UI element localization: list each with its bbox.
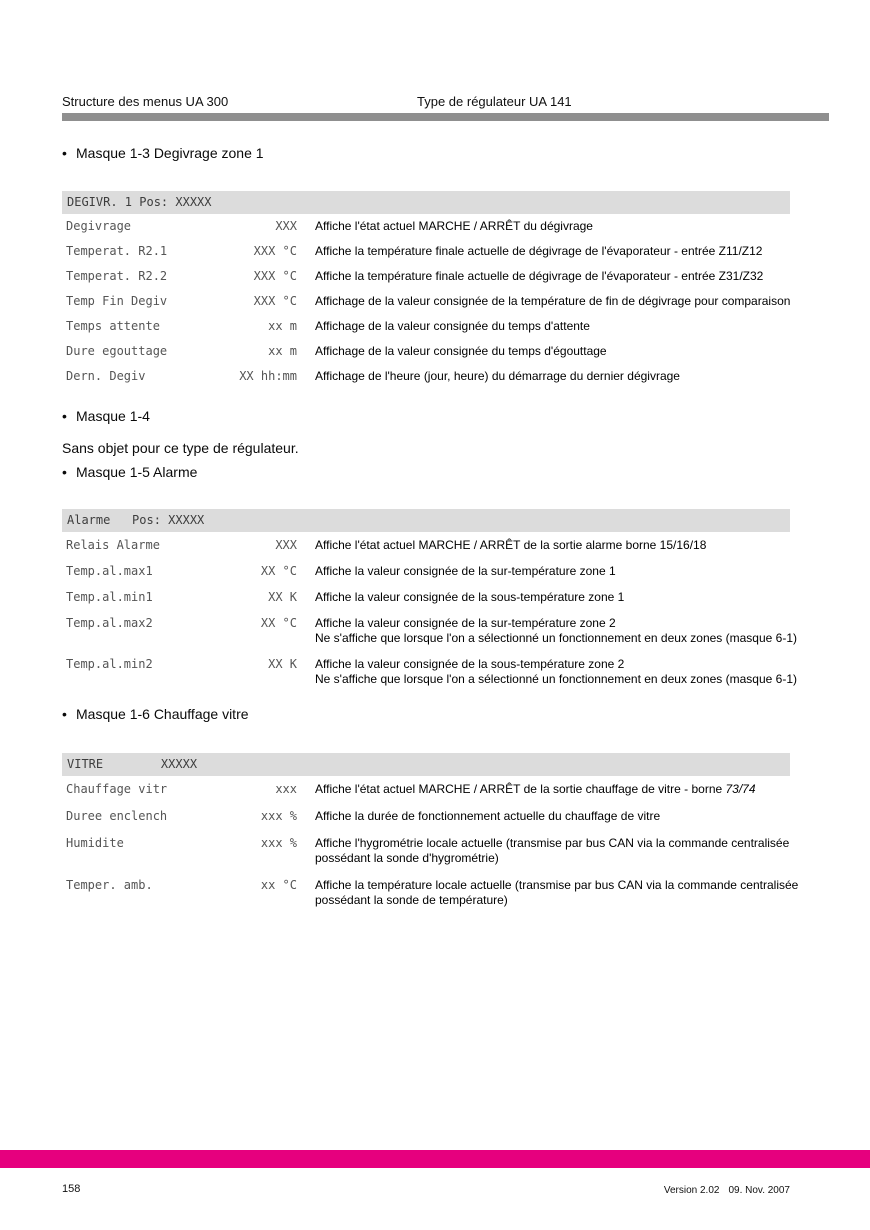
table-row [62, 782, 790, 797]
description-line: Affiche l'état actuel MARCHE / ARRÊT de la sortie alarme borne 15/16/18 [315, 538, 707, 552]
row-description [315, 809, 660, 824]
header-rule [62, 113, 829, 121]
row-description [315, 269, 763, 284]
table-row [62, 369, 790, 384]
table-header-bar: Alarme Pos: XXXXX [62, 509, 790, 532]
description-line: Affiche la durée de fonctionnement actuelle du chauffage de vitre [315, 809, 661, 823]
table-vitre-rows [62, 782, 799, 920]
table-row [62, 294, 790, 309]
row-description [315, 836, 789, 866]
section-note: Sans objet pour ce type de régulateur. [62, 440, 299, 456]
row-description [315, 344, 607, 359]
row-label: Degivrage [66, 219, 132, 233]
row-value: XXX °C [253, 294, 297, 308]
row-label: Humidite [66, 836, 124, 850]
description-line: Ne s'affiche que lorsque l'on a sélectionné un fonctionnement en deux zones (masque 6-1) [315, 672, 797, 686]
row-value: XXX [275, 538, 297, 552]
description-line: Affiche la valeur consignée de la sur-température zone 2 [315, 616, 616, 630]
version-date: 09. Nov. 2007 [728, 1185, 790, 1196]
row-label: Temp.al.min1 [66, 590, 153, 604]
row-value: XXX °C [253, 244, 297, 258]
table-row [62, 809, 790, 824]
description-line: Affiche l'hygrométrie locale actuelle (transmise par bus CAN via la commande centralisée [315, 836, 790, 850]
row-description [315, 616, 797, 646]
table-row [62, 616, 797, 646]
section-title-masque-1-4 [62, 408, 150, 424]
table-row [62, 836, 790, 866]
row-description [315, 782, 756, 797]
table-header-bar: VITRE XXXXX [62, 753, 790, 776]
row-label: Duree enclench [66, 809, 168, 823]
row-value: XX K [268, 590, 297, 604]
row-label: Relais Alarme [66, 538, 160, 552]
section-title-masque-1-5 [62, 464, 197, 480]
description-line: Affichage de la valeur consignée du temps d'égouttage [315, 344, 607, 358]
description-line: possédant la sonde de température) [315, 893, 508, 907]
row-label: Temps attente [66, 319, 160, 333]
row-value: XX K [268, 657, 297, 671]
row-label: Temperat. R2.2 [66, 269, 168, 283]
version-text [664, 1185, 790, 1196]
description-line: Affiche la valeur consignée de la sous-température zone 1 [315, 590, 625, 604]
table-degivrage-rows [62, 219, 790, 394]
row-description [315, 319, 590, 334]
row-description [315, 369, 680, 384]
description-line: Affichage de la valeur consignée du temps d'attente [315, 319, 590, 333]
header-right-title: Type de régulateur UA 141 [417, 94, 572, 109]
description-line: Affichage de la valeur consignée de la température de fin de dégivrage pour comparaison [315, 294, 791, 308]
description-italic: 73/74 [725, 782, 756, 796]
row-label: Chauffage vitr [66, 782, 168, 796]
table-row [62, 319, 790, 334]
row-label: Temper. amb. [66, 878, 153, 892]
header-left-title: Structure des menus UA 300 [62, 94, 229, 109]
row-label: Temp Fin Degiv [66, 294, 168, 308]
row-value: XX °C [260, 564, 297, 578]
table-alarme [62, 509, 790, 532]
row-value: xx m [268, 344, 297, 358]
table-header-bar: DEGIVR. 1 Pos: XXXXX [62, 191, 790, 214]
section-title-text: Masque 1-6 Chauffage vitre [76, 706, 249, 722]
table-row [62, 219, 790, 234]
table-degivrage [62, 191, 790, 214]
bullet-icon: • [62, 408, 67, 424]
table-row [62, 344, 790, 359]
page-number: 158 [62, 1183, 81, 1195]
table-row [62, 878, 799, 908]
row-label: Temperat. R2.1 [66, 244, 168, 258]
table-row [62, 538, 790, 553]
row-value: XX hh:mm [239, 369, 297, 383]
description-line: Affiche la valeur consignée de la sur-température zone 1 [315, 564, 616, 578]
bullet-icon: • [62, 706, 67, 722]
description-line: Ne s'affiche que lorsque l'on a sélectionné un fonctionnement en deux zones (masque 6-1) [315, 631, 797, 645]
table-row [62, 590, 790, 605]
section-title-masque-1-6 [62, 706, 249, 722]
row-label: Dern. Degiv [66, 369, 146, 383]
row-value: xx °C [260, 878, 297, 892]
table-vitre [62, 753, 790, 776]
section-title-masque-1-3 [62, 145, 264, 161]
row-description [315, 878, 798, 908]
row-label: Temp.al.max1 [66, 564, 153, 578]
bullet-icon: • [62, 464, 67, 480]
row-label: Dure egouttage [66, 344, 168, 358]
row-value: xxx % [260, 809, 297, 823]
row-value: xxx % [260, 836, 297, 850]
row-description [315, 657, 797, 687]
description-line: Affiche la valeur consignée de la sous-température zone 2 [315, 657, 625, 671]
row-value: XX °C [260, 616, 297, 630]
description-line: Affichage de l'heure (jour, heure) du démarrage du dernier dégivrage [315, 369, 680, 383]
table-row [62, 269, 790, 284]
row-label: Temp.al.min2 [66, 657, 153, 671]
description-line: possédant la sonde d'hygrométrie) [315, 851, 499, 865]
section-title-text: Masque 1-4 [76, 408, 150, 424]
description-line: Affiche la température finale actuelle de dégivrage de l'évaporateur - entrée Z31/Z32 [315, 269, 764, 283]
description-line: Affiche la température locale actuelle (transmise par bus CAN via la commande centralisée [315, 878, 799, 892]
table-row [62, 244, 790, 259]
row-description [315, 294, 790, 309]
row-description [315, 564, 616, 579]
description-line: Affiche la température finale actuelle de dégivrage de l'évaporateur - entrée Z11/Z12 [315, 244, 763, 258]
row-description [315, 538, 706, 553]
table-alarme-rows [62, 538, 797, 698]
row-value: XXX [275, 219, 297, 233]
footer-accent-bar [0, 1150, 870, 1168]
section-title-text: Masque 1-5 Alarme [76, 464, 198, 480]
row-value: xx m [268, 319, 297, 333]
row-label: Temp.al.max2 [66, 616, 153, 630]
row-description [315, 219, 593, 234]
row-value: xxx [275, 782, 297, 796]
row-description [315, 244, 762, 259]
row-description [315, 590, 624, 605]
table-row [62, 564, 790, 579]
section-title-text: Masque 1-3 Degivrage zone 1 [76, 145, 264, 161]
table-row [62, 657, 797, 687]
description-line: Affiche l'état actuel MARCHE / ARRÊT de la sortie chauffage de vitre - borne 73/74 [315, 782, 756, 796]
version-label: Version 2.02 [663, 1185, 720, 1196]
description-line: Affiche l'état actuel MARCHE / ARRÊT du dégivrage [315, 219, 593, 233]
bullet-icon: • [62, 145, 67, 161]
row-value: XXX °C [253, 269, 297, 283]
